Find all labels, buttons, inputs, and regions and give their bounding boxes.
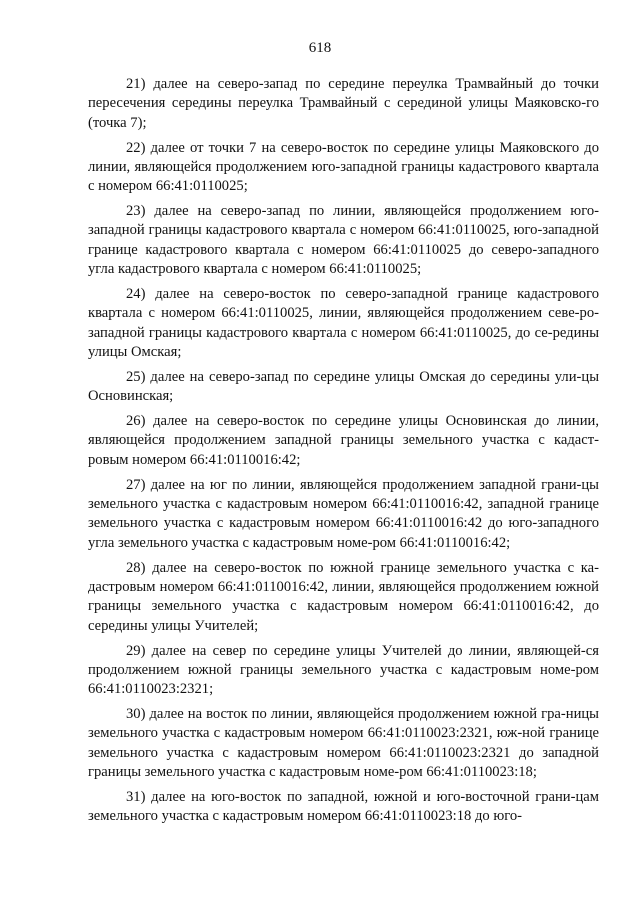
paragraph-25: 25) далее на северо-запад по середине улицы Омская до середины ули-цы Основинская;	[88, 368, 599, 405]
page-number: 618	[308, 40, 332, 56]
paragraph-29: 29) далее на север по середине улицы Учителей до линии, являющей-ся продолжением южной границы земельного участка с кадастровым номе-ром 66:41:0110023:2321;	[88, 642, 599, 698]
paragraph-30: 30) далее на восток по линии, являющейся продолжением южной гра-ницы земельного участка с кадастровым номером 66:41:0110023:2321, юж-ной границе земельного участка с кадастровым номером 66:41:0110023:2321 до западной границы земельного участка с кадастровым номе-ром 66:41:0110023:18;	[88, 706, 599, 780]
paragraph-21: 21) далее на северо-запад по середине переулка Трамвайный до точки пересечения середины переулка Трамвайный с серединой улицы Маяковско-го (точка 7);	[88, 76, 599, 131]
paragraph-22: 22) далее от точки 7 на северо-восток по середине улицы Маяковского до линии, являющейся продолжением юго-западной границы кадастрового квартала с номером 66:41:0110025;	[88, 139, 599, 195]
paragraph-28: 28) далее на северо-восток по южной границе земельного участка с ка-дастровым номером 66:41:0110016:42, линии, являющейся продолжением южной границы земельного участка с кадастровым номером 66:41:0110016:42, до середины улицы Учителей;	[88, 559, 599, 634]
paragraph-26: 26) далее на северо-восток по середине улицы Основинская до линии, являющейся продолжением западной границы земельного участка с кадаст-ровым номером 66:41:0110016:42;	[88, 413, 599, 468]
paragraph-31: 31) далее на юго-восток по западной, южной и юго-восточной грани-цам земельного участка с кадастровым номером 66:41:0110023:18 до юго-	[88, 788, 599, 825]
paragraph-27: 27) далее на юг по линии, являющейся продолжением западной грани-цы земельного участка с кадастровым номером 66:41:0110016:42, западной границе земельного участка с кадастровым номером 66:41:0110016:42 до юго-западного угла земельного участка с кадастровым номе-ром 66:41:0110016:42;	[88, 476, 599, 551]
paragraph-23: 23) далее на северо-запад по линии, являющейся продолжением юго-западной границы кадастрового квартала с номером 66:41:0110025, юго-западной границе кадастрового квартала с номером 66:41:0110025 до северо-западного угла кадастрового квартала с номером 66:41:0110025;	[88, 203, 599, 278]
paragraph-24: 24) далее на северо-восток по северо-западной границе кадастрового квартала с номером 66:41:0110025, линии, являющейся продолжением севе-ро-западной границы кадастрового квартала с номером 66:41:0110025, до се-редины улицы Омская;	[88, 286, 599, 360]
document-body	[88, 75, 599, 827]
